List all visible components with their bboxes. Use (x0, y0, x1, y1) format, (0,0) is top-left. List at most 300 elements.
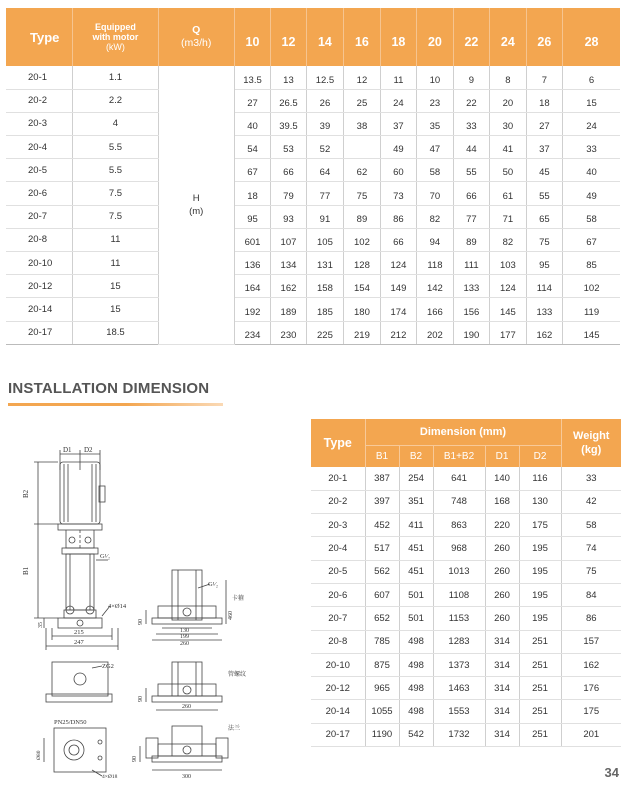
cell-head-value: 91 (306, 205, 344, 228)
cell-type: 20-17 (6, 321, 73, 344)
cell-head-value: 55 (526, 182, 562, 205)
cell-head-value: 174 (380, 298, 416, 321)
cell-head-value: 66 (453, 182, 489, 205)
cell-head-value: 10 (417, 66, 453, 89)
cell-type: 20-4 (311, 537, 365, 560)
cell-b2: 451 (399, 537, 433, 560)
cell-head-value: 11 (380, 66, 416, 89)
cell-weight: 84 (561, 583, 621, 606)
cell-head-value: 85 (563, 252, 620, 275)
cell-d1: 314 (485, 630, 519, 653)
cell-type: 20-5 (6, 159, 73, 182)
section-title: INSTALLATION DIMENSION (8, 380, 210, 397)
cell-type: 20-8 (311, 630, 365, 653)
cell-head-value: 49 (380, 136, 416, 159)
cell-b1b2: 1283 (433, 630, 485, 653)
table-row (311, 537, 621, 560)
cell-head-value: 8 (490, 66, 526, 89)
cell-head-value: 162 (526, 321, 562, 344)
cell-head-value: 164 (234, 275, 270, 298)
cell-head-value: 102 (344, 228, 380, 251)
cell-head-value: 89 (453, 228, 489, 251)
table-row (311, 514, 621, 537)
cell-b2: 501 (399, 607, 433, 630)
table-row (311, 560, 621, 583)
cell-type: 20-14 (311, 700, 365, 723)
header-flow: 24 (490, 8, 526, 66)
label-d1: D1 (63, 446, 72, 454)
cell-weight: 33 (561, 467, 621, 490)
header-motor-line3: (kW) (105, 42, 125, 52)
cell-motor: 5.5 (73, 136, 158, 159)
label-215: 215 (74, 629, 84, 636)
dim-header-dimension: Dimension (mm) (365, 419, 561, 445)
cell-head-value: 70 (417, 182, 453, 205)
label-260: 260 (180, 641, 189, 647)
header-motor-line2: with motor (92, 32, 139, 42)
cell-head-value: 192 (234, 298, 270, 321)
header-flow: 22 (453, 8, 489, 66)
cell-b2: 411 (399, 514, 433, 537)
header-q (158, 8, 234, 66)
cell-d1: 314 (485, 653, 519, 676)
table-row (311, 723, 621, 746)
table-row (6, 159, 620, 182)
cell-b1b2: 968 (433, 537, 485, 560)
cell-type: 20-5 (311, 560, 365, 583)
table-row (311, 630, 621, 653)
cell-b1b2: 1108 (433, 583, 485, 606)
dim-header-b1: B1 (365, 445, 399, 467)
view-clamp (138, 570, 244, 647)
table-row (6, 136, 620, 159)
cell-b1b2: 1463 (433, 677, 485, 700)
cell-motor: 4 (73, 112, 158, 135)
base-dimensions (46, 553, 127, 650)
cell-motor: 1.1 (73, 66, 158, 89)
cell-head-value: 33 (563, 136, 620, 159)
cell-weight: 157 (561, 630, 621, 653)
cell-motor: 11 (73, 252, 158, 275)
cell-b1: 652 (365, 607, 399, 630)
table-row (6, 205, 620, 228)
cell-head-value: 45 (526, 159, 562, 182)
cell-d2: 251 (519, 630, 561, 653)
cell-type: 20-1 (6, 66, 73, 89)
header-type: Type (6, 8, 73, 66)
cell-d1: 314 (485, 677, 519, 700)
cell-type: 20-2 (6, 89, 73, 112)
cell-motor: 15 (73, 275, 158, 298)
label-4x18: 4×Ø18 (102, 774, 118, 780)
cell-weight: 176 (561, 677, 621, 700)
cell-head-value: 105 (306, 228, 344, 251)
cell-motor: 2.2 (73, 89, 158, 112)
label-90: 90 (138, 619, 144, 625)
cell-head-value: 64 (306, 159, 344, 182)
cell-head-value: 53 (271, 136, 306, 159)
cell-head-value: 20 (490, 89, 526, 112)
table-row (6, 275, 620, 298)
header-flow: 16 (344, 8, 380, 66)
cell-b1: 875 (365, 653, 399, 676)
cell-head-value: 60 (380, 159, 416, 182)
cell-head-value: 24 (563, 112, 620, 135)
cell-d1: 260 (485, 560, 519, 583)
cell-head-value: 158 (306, 275, 344, 298)
cell-d2: 195 (519, 537, 561, 560)
cell-head-value: 95 (526, 252, 562, 275)
cell-weight: 75 (561, 560, 621, 583)
cell-b2: 451 (399, 560, 433, 583)
label-b2: B2 (22, 489, 30, 498)
cell-head-value: 65 (526, 205, 562, 228)
cell-type: 20-4 (6, 136, 73, 159)
cell-head-value: 114 (526, 275, 562, 298)
header-q-label: Q (192, 24, 201, 36)
label-g: G¹⁄₂ (100, 553, 110, 560)
cell-head-value: 40 (563, 159, 620, 182)
cell-head-value: 119 (563, 298, 620, 321)
cell-head-value: 38 (344, 112, 380, 135)
cell-d2: 251 (519, 700, 561, 723)
dim-header-weight (561, 419, 621, 467)
cell-d1: 220 (485, 514, 519, 537)
cell-head-value: 30 (490, 112, 526, 135)
cell-type: 20-2 (311, 490, 365, 513)
view-base-top (46, 662, 114, 702)
cell-head-value: 124 (380, 252, 416, 275)
cell-motor: 18.5 (73, 321, 158, 344)
cell-type: 20-6 (6, 182, 73, 205)
cell-head-value: 27 (234, 89, 270, 112)
vertical-dimensions (22, 462, 58, 628)
cell-d2: 116 (519, 467, 561, 490)
header-flow: 18 (380, 8, 416, 66)
label-247: 247 (74, 639, 84, 646)
cell-type: 20-7 (6, 205, 73, 228)
cell-b1b2: 1732 (433, 723, 485, 746)
cell-head-value: 55 (453, 159, 489, 182)
view-flange (132, 724, 240, 780)
cell-head-value: 71 (490, 205, 526, 228)
label-130: 130 (180, 628, 189, 634)
cell-head-value: 40 (234, 112, 270, 135)
cell-head-value: 37 (380, 112, 416, 135)
cell-head-label (158, 66, 234, 344)
motor-body (58, 462, 105, 530)
cell-b2: 542 (399, 723, 433, 746)
cell-head-value: 166 (417, 298, 453, 321)
header-flow: 28 (563, 8, 620, 66)
cell-type: 20-12 (311, 677, 365, 700)
cell-head-value: 180 (344, 298, 380, 321)
cell-head-value: 118 (417, 252, 453, 275)
cell-b1: 965 (365, 677, 399, 700)
label-90c: 90 (132, 756, 138, 762)
cell-d2: 195 (519, 560, 561, 583)
cell-head-value: 12 (344, 66, 380, 89)
cell-head-value: 134 (271, 252, 306, 275)
cell-head-value: 73 (380, 182, 416, 205)
cell-b2: 254 (399, 467, 433, 490)
dimension-table (311, 419, 621, 747)
cell-b1b2: 641 (433, 467, 485, 490)
cell-d1: 140 (485, 467, 519, 490)
cell-head-value: 7 (526, 66, 562, 89)
cell-weight: 175 (561, 700, 621, 723)
cell-b1b2: 748 (433, 490, 485, 513)
cell-motor: 5.5 (73, 159, 158, 182)
cell-head-value: 89 (344, 205, 380, 228)
coupling (62, 530, 98, 554)
cell-head-value: 37 (526, 136, 562, 159)
cell-d2: 195 (519, 583, 561, 606)
cell-head-value: 131 (306, 252, 344, 275)
cell-weight: 74 (561, 537, 621, 560)
cell-head-value: 33 (453, 112, 489, 135)
cell-head-value: 25 (344, 89, 380, 112)
head-label: H (192, 192, 200, 204)
table-row (6, 112, 620, 135)
table-row (311, 653, 621, 676)
cell-b2: 501 (399, 583, 433, 606)
cell-head-value: 49 (563, 182, 620, 205)
cell-head-value: 18 (234, 182, 270, 205)
label-199: 199 (180, 634, 189, 640)
cell-b1b2: 1153 (433, 607, 485, 630)
table-row (6, 298, 620, 321)
cell-weight: 162 (561, 653, 621, 676)
cell-head-value: 103 (490, 252, 526, 275)
cell-head-value: 9 (453, 66, 489, 89)
label-260b: 260 (182, 704, 191, 710)
label-80: Ø80 (36, 750, 42, 760)
cell-head-value: 111 (453, 252, 489, 275)
cell-head-value: 82 (490, 228, 526, 251)
label-zg: ZG2 (102, 663, 114, 670)
table-row (6, 228, 620, 251)
cell-head-value: 162 (271, 275, 306, 298)
cell-type: 20-14 (6, 298, 73, 321)
header-flow: 10 (234, 8, 270, 66)
cell-head-value: 177 (490, 321, 526, 344)
dim-header-weight-unit: (kg) (581, 444, 602, 456)
cell-motor: 15 (73, 298, 158, 321)
label-d2: D2 (84, 446, 93, 454)
header-q-unit: (m3/h) (181, 37, 212, 49)
cell-b1: 387 (365, 467, 399, 490)
cell-type: 20-17 (311, 723, 365, 746)
cell-head-value: 94 (417, 228, 453, 251)
cell-head-value: 13 (271, 66, 306, 89)
cell-motor: 7.5 (73, 182, 158, 205)
cell-head-value: 212 (380, 321, 416, 344)
cell-head-value: 39 (306, 112, 344, 135)
cell-head-value: 61 (490, 182, 526, 205)
cell-b1: 517 (365, 537, 399, 560)
cell-head-value: 18 (526, 89, 562, 112)
cell-head-value: 75 (526, 228, 562, 251)
table-row (6, 252, 620, 275)
cell-type: 20-12 (6, 275, 73, 298)
head-unit: (m) (189, 205, 204, 217)
cell-head-value: 44 (453, 136, 489, 159)
table-row (311, 607, 621, 630)
label-b1: B1 (22, 566, 30, 575)
cell-head-value: 154 (344, 275, 380, 298)
cell-type: 20-3 (311, 514, 365, 537)
cell-d1: 314 (485, 700, 519, 723)
dimension-body (311, 467, 621, 747)
header-flow: 14 (306, 8, 344, 66)
cell-head-value (344, 136, 380, 159)
cell-head-value: 15 (563, 89, 620, 112)
cell-head-value: 66 (271, 159, 306, 182)
cell-head-value: 50 (490, 159, 526, 182)
cell-motor: 7.5 (73, 205, 158, 228)
cell-head-value: 128 (344, 252, 380, 275)
cell-head-value: 67 (234, 159, 270, 182)
cell-head-value: 41 (490, 136, 526, 159)
cell-head-value: 6 (563, 66, 620, 89)
cell-head-value: 52 (306, 136, 344, 159)
table-row (311, 467, 621, 490)
cell-head-value: 79 (271, 182, 306, 205)
label-g2: G¹⁄₂ (208, 581, 218, 588)
cell-type: 20-3 (6, 112, 73, 135)
header-motor (73, 8, 158, 66)
header-flow: 20 (417, 8, 453, 66)
cell-head-value: 47 (417, 136, 453, 159)
cell-type: 20-10 (6, 252, 73, 275)
cell-d2: 130 (519, 490, 561, 513)
cell-head-value: 27 (526, 112, 562, 135)
cell-b2: 351 (399, 490, 433, 513)
header-motor-line1: Equipped (94, 22, 136, 32)
label-90b: 90 (138, 696, 144, 702)
label-460: 460 (228, 611, 234, 620)
cell-weight: 86 (561, 607, 621, 630)
cell-d1: 260 (485, 607, 519, 630)
cell-b1: 452 (365, 514, 399, 537)
dim-header-weight-label: Weight (573, 430, 610, 442)
performance-table (6, 8, 620, 345)
dim-header-d1: D1 (485, 445, 519, 467)
cell-head-value: 136 (234, 252, 270, 275)
cell-head-value: 39.5 (271, 112, 306, 135)
cell-head-value: 22 (453, 89, 489, 112)
cell-b2: 498 (399, 630, 433, 653)
table-row (6, 321, 620, 344)
table-row (311, 490, 621, 513)
cell-head-value: 124 (490, 275, 526, 298)
note-flange: 法兰 (228, 726, 241, 732)
cell-head-value: 58 (563, 205, 620, 228)
cell-b1b2: 863 (433, 514, 485, 537)
table-row (6, 89, 620, 112)
cell-head-value: 75 (344, 182, 380, 205)
cell-head-value: 24 (380, 89, 416, 112)
cell-b1: 785 (365, 630, 399, 653)
cell-head-value: 26.5 (271, 89, 306, 112)
cell-type: 20-10 (311, 653, 365, 676)
cell-head-value: 142 (417, 275, 453, 298)
cell-b1b2: 1013 (433, 560, 485, 583)
label-35: 35 (38, 622, 44, 628)
top-dimensions (60, 446, 100, 470)
cell-d2: 251 (519, 723, 561, 746)
cell-head-value: 145 (563, 321, 620, 344)
cell-head-value: 219 (344, 321, 380, 344)
cell-head-value: 86 (380, 205, 416, 228)
cell-head-value: 82 (417, 205, 453, 228)
table-row (311, 677, 621, 700)
cell-head-value: 133 (526, 298, 562, 321)
cell-b2: 498 (399, 700, 433, 723)
cell-type: 20-7 (311, 607, 365, 630)
label-flange-spec: PN25/DN50 (54, 719, 87, 726)
installation-drawing (22, 440, 252, 780)
dimension-header-row-1 (311, 419, 621, 445)
cell-d1: 314 (485, 723, 519, 746)
label-300: 300 (182, 774, 191, 780)
cell-weight: 42 (561, 490, 621, 513)
pump-stages (58, 554, 102, 628)
cell-head-value: 13.5 (234, 66, 270, 89)
table-row (6, 66, 620, 89)
cell-weight: 58 (561, 514, 621, 537)
performance-body (6, 66, 620, 344)
cell-head-value: 26 (306, 89, 344, 112)
dim-header-b1b2: B1+B2 (433, 445, 485, 467)
cell-head-value: 601 (234, 228, 270, 251)
cell-weight: 201 (561, 723, 621, 746)
cell-head-value: 95 (234, 205, 270, 228)
cell-motor: 11 (73, 228, 158, 251)
cell-head-value: 156 (453, 298, 489, 321)
cell-head-value: 234 (234, 321, 270, 344)
cell-d1: 260 (485, 537, 519, 560)
cell-head-value: 93 (271, 205, 306, 228)
cell-b1: 397 (365, 490, 399, 513)
cell-d1: 168 (485, 490, 519, 513)
cell-head-value: 145 (490, 298, 526, 321)
cell-d2: 251 (519, 653, 561, 676)
cell-d2: 195 (519, 607, 561, 630)
cell-head-value: 23 (417, 89, 453, 112)
cell-head-value: 66 (380, 228, 416, 251)
note-thread: 管螺纹 (228, 672, 247, 678)
label-bolt-holes: 4×Ø14 (108, 603, 127, 610)
cell-head-value: 107 (271, 228, 306, 251)
cell-b1b2: 1553 (433, 700, 485, 723)
header-flow: 12 (271, 8, 306, 66)
cell-head-value: 12.5 (306, 66, 344, 89)
header-flow: 26 (526, 8, 562, 66)
cell-type: 20-6 (311, 583, 365, 606)
cell-head-value: 58 (417, 159, 453, 182)
cell-head-value: 189 (271, 298, 306, 321)
dim-header-type: Type (311, 419, 365, 467)
table-row (311, 700, 621, 723)
cell-b1: 1055 (365, 700, 399, 723)
view-flange-top (36, 719, 118, 780)
page-number: 34 (604, 765, 619, 780)
cell-head-value: 62 (344, 159, 380, 182)
table-row (6, 182, 620, 205)
cell-b1: 1190 (365, 723, 399, 746)
